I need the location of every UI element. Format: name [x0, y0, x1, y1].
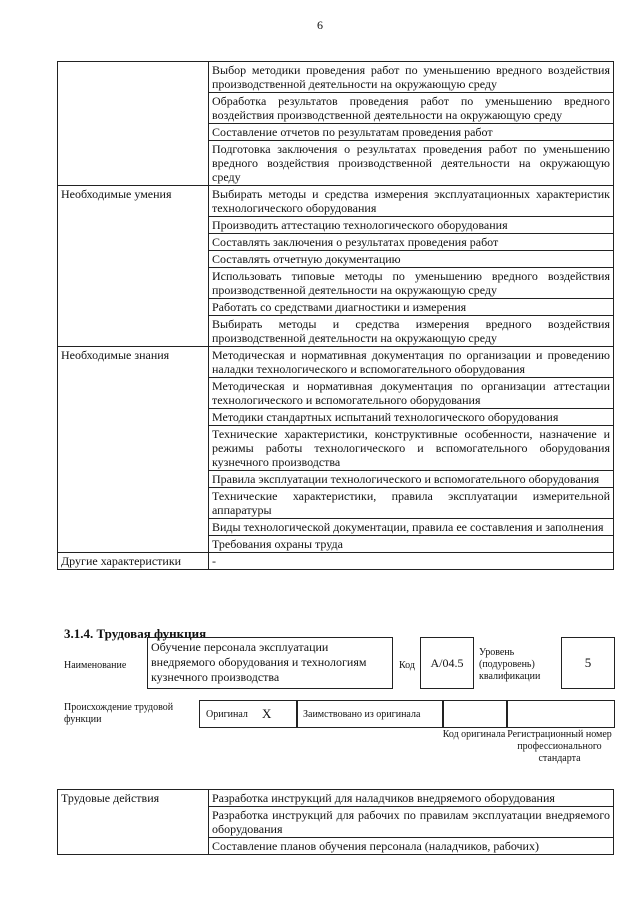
labor-actions-table — [57, 789, 614, 855]
code-value: А/04.5 — [430, 656, 464, 670]
knowledge-item: Методическая и нормативная документация по организации аттестации технологического и вспомогательного оборудования — [209, 378, 614, 409]
reg-number-caption: Регистрационный номер профессионального стандарта — [507, 729, 612, 764]
code-original-caption: Код оригинала — [442, 729, 506, 740]
level-label: Уровень (подуровень) квалификации — [479, 647, 541, 682]
other-label: Другие характеристики — [58, 553, 209, 570]
origin-label: Происхождение трудовой функции — [64, 702, 174, 725]
skills-item: Выбирать методы и средства измерения вредного воздействия производственной деятельности на окружающую среду — [209, 316, 614, 347]
original-cell — [199, 700, 298, 728]
skills-item: Производить аттестацию технологического оборудования — [209, 217, 614, 234]
other-value: - — [209, 553, 614, 570]
skills-item: Работать со средствами диагностики и измерения — [209, 299, 614, 316]
code-label: Код — [399, 660, 415, 671]
labor-action-label: Трудовые действия — [58, 790, 209, 855]
knowledge-item: Технические характеристики, конструктивные особенности, назначение и режимы работы технологического и вспомогательного оборудования кузнечного производства — [209, 426, 614, 471]
knowledge-item: Методическая и нормативная документация по организации и проведению наладки технологического и вспомогательного оборудования — [209, 347, 614, 378]
knowledge-item: Требования охраны труда — [209, 536, 614, 553]
skills-label: Необходимые умения — [58, 186, 209, 347]
name-value: Обучение персонала эксплуатации внедряемого оборудования и технологиям кузнечного производства — [151, 640, 367, 684]
skills-item: Выбирать методы и средства измерения эксплуатационных характеристик технологического оборудования — [209, 186, 614, 217]
actions-item: Составление отчетов по результатам проведения работ — [209, 124, 614, 141]
borrowed-cell — [296, 700, 444, 728]
labor-action-item: Разработка инструкций для наладчиков внедряемого оборудования — [209, 790, 614, 807]
borrowed-label: Заимствовано из оригинала — [303, 709, 421, 720]
original-mark: Х — [262, 706, 272, 721]
code-original-cell — [442, 700, 508, 728]
competency-table — [57, 61, 614, 570]
other-row — [58, 553, 614, 570]
reg-number-cell — [506, 700, 615, 728]
original-label: Оригинал — [206, 709, 248, 720]
code-box — [420, 637, 474, 689]
knowledge-item: Виды технологической документации, правила ее составления и заполнения — [209, 519, 614, 536]
knowledge-row — [58, 347, 614, 378]
knowledge-item: Методики стандартных испытаний технологического оборудования — [209, 409, 614, 426]
level-value: 5 — [584, 655, 592, 670]
level-box — [561, 637, 615, 689]
skills-item: Составлять заключения о результатах проведения работ — [209, 234, 614, 251]
labor-action-row — [58, 790, 614, 807]
actions-label-cell — [58, 62, 209, 186]
skills-item: Использовать типовые методы по уменьшению вредного воздействия производственной деятельности на окружающую среду — [209, 268, 614, 299]
actions-item: Выбор методики проведения работ по уменьшению вредного воздействия производственной деятельности на окружающую среду — [209, 62, 614, 93]
actions-row — [58, 62, 614, 93]
actions-item: Подготовка заключения о результатах проведения работ по уменьшению вредного воздействия производственной деятельности на окружающую среду — [209, 141, 614, 186]
skills-row — [58, 186, 614, 217]
labor-action-item: Составление планов обучения персонала (наладчиков, рабочих) — [209, 838, 614, 855]
page-number: 6 — [317, 18, 323, 32]
knowledge-item: Технические характеристики, правила эксплуатации измерительной аппаратуры — [209, 488, 614, 519]
name-box — [147, 637, 393, 689]
name-label: Наименование — [64, 660, 127, 671]
section-title: 3.1.4. Трудовая функция — [64, 626, 207, 641]
knowledge-label: Необходимые знания — [58, 347, 209, 553]
skills-item: Составлять отчетную документацию — [209, 251, 614, 268]
labor-action-item: Разработка инструкций для рабочих по правилам эксплуатации внедряемого оборудования — [209, 807, 614, 838]
knowledge-item: Правила эксплуатации технологического и вспомогательного оборудования — [209, 471, 614, 488]
actions-item: Обработка результатов проведения работ по уменьшению вредного воздействия производственной деятельности на окружающую среду — [209, 93, 614, 124]
